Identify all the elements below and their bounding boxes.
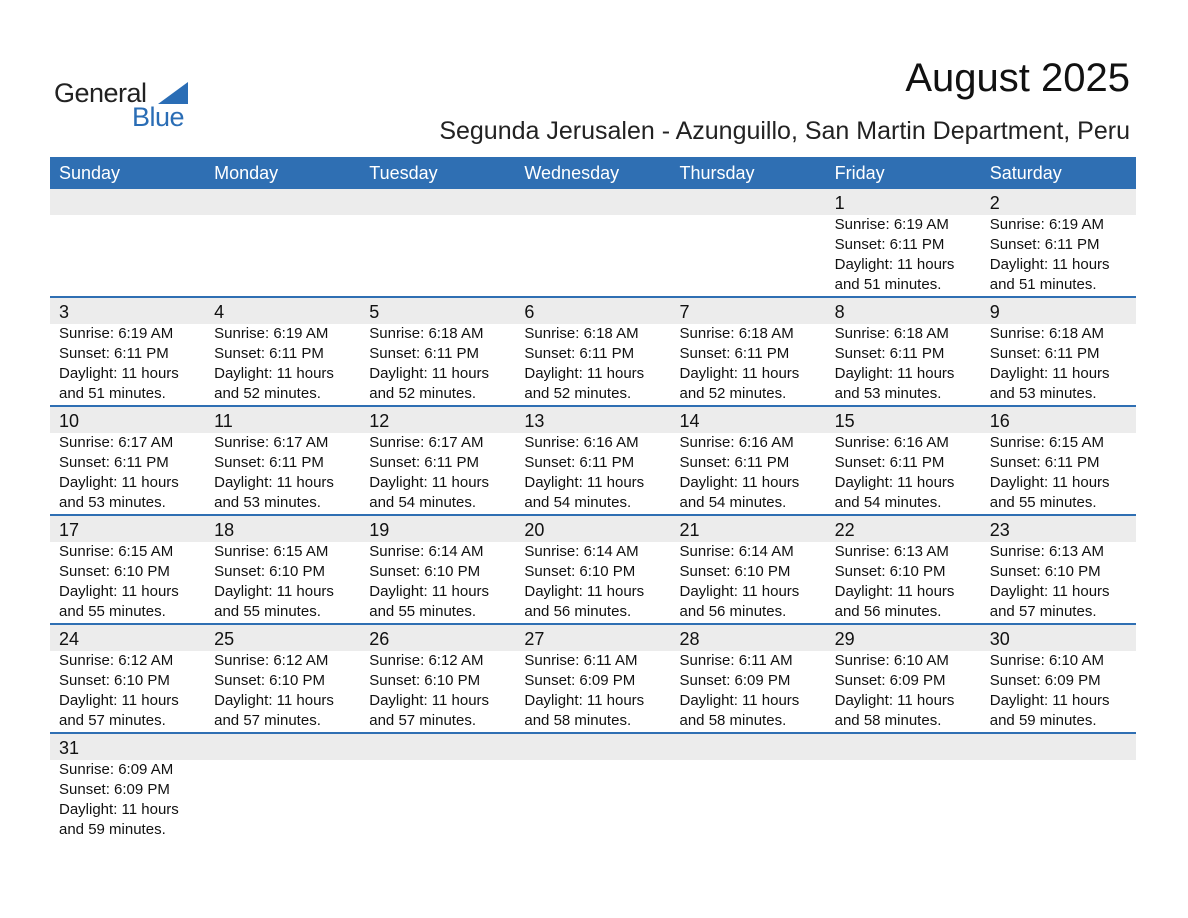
daylight-minutes-text: and 52 minutes.	[214, 385, 321, 402]
daylight-text: Daylight: 11 hours	[214, 692, 334, 709]
sunset-text: Sunset: 6:11 PM	[59, 454, 169, 471]
logo-general-text: General	[54, 78, 147, 108]
day-cell	[50, 298, 205, 404]
daylight-minutes-text: and 58 minutes.	[834, 712, 942, 729]
daylight-text: Daylight: 11 hours	[834, 692, 955, 709]
sunset-text: Sunset: 6:10 PM	[679, 563, 791, 580]
daylight-minutes-text: and 58 minutes.	[679, 712, 787, 729]
day-number: 7	[679, 302, 690, 322]
daylight-text: Daylight: 11 hours	[989, 256, 1110, 273]
day-number: 14	[679, 411, 700, 431]
sunset-text: Sunset: 6:11 PM	[834, 236, 945, 253]
sunrise-text: Sunrise: 6:11 AM	[679, 652, 793, 669]
sunset-text: Sunset: 6:09 PM	[524, 672, 636, 689]
day-number: 26	[369, 629, 390, 649]
daylight-text: Daylight: 11 hours	[59, 474, 179, 491]
sunset-text: Sunset: 6:11 PM	[834, 454, 945, 471]
daylight-text: Daylight: 11 hours	[59, 692, 179, 709]
empty-day-cell	[360, 734, 515, 840]
sunset-text: Sunset: 6:09 PM	[989, 672, 1101, 689]
day-cell	[826, 516, 981, 622]
sunrise-text: Sunrise: 6:15 AM	[989, 434, 1104, 451]
week-cells	[50, 298, 1136, 404]
sunrise-text: Sunrise: 6:11 AM	[524, 652, 638, 669]
daylight-text: Daylight: 11 hours	[834, 583, 955, 600]
daylight-text: Daylight: 11 hours	[524, 583, 645, 600]
day-number: 27	[524, 629, 545, 649]
day-cell	[981, 625, 1136, 731]
day-number: 12	[369, 411, 390, 431]
sunrise-text: Sunrise: 6:16 AM	[834, 434, 949, 451]
weekday-sunday: Sunday	[59, 163, 121, 183]
sunrise-text: Sunrise: 6:15 AM	[59, 543, 174, 560]
daylight-minutes-text: and 59 minutes.	[59, 821, 166, 838]
daylight-minutes-text: and 54 minutes.	[834, 494, 942, 511]
empty-day-cell	[360, 189, 515, 295]
sunrise-text: Sunrise: 6:18 AM	[989, 325, 1104, 342]
calendar-week	[50, 407, 1136, 516]
sunrise-text: Sunrise: 6:15 AM	[214, 543, 329, 560]
day-cell	[981, 516, 1136, 622]
day-cell	[205, 625, 360, 731]
daylight-minutes-text: and 59 minutes.	[989, 712, 1097, 729]
day-number: 9	[989, 302, 1000, 322]
daylight-minutes-text: and 55 minutes.	[989, 494, 1097, 511]
daylight-text: Daylight: 11 hours	[679, 365, 800, 382]
day-cell	[826, 298, 981, 404]
daylight-text: Daylight: 11 hours	[524, 474, 645, 491]
day-number: 25	[214, 629, 235, 649]
sunrise-text: Sunrise: 6:12 AM	[369, 652, 484, 669]
day-cell	[515, 407, 670, 513]
sunset-text: Sunset: 6:11 PM	[989, 454, 1100, 471]
day-cell	[50, 625, 205, 731]
sunset-text: Sunset: 6:11 PM	[524, 345, 635, 362]
day-number: 5	[369, 302, 380, 322]
logo	[54, 76, 204, 132]
sunset-text: Sunset: 6:11 PM	[679, 454, 790, 471]
day-number: 16	[989, 411, 1010, 431]
daylight-text: Daylight: 11 hours	[834, 474, 955, 491]
daylight-minutes-text: and 56 minutes.	[679, 603, 787, 620]
day-number: 24	[59, 629, 80, 649]
calendar-weeks	[50, 189, 1136, 843]
week-cells	[50, 516, 1136, 622]
day-cell	[360, 298, 515, 404]
sunrise-text: Sunrise: 6:18 AM	[369, 325, 484, 342]
weekday-thursday: Thursday	[679, 163, 755, 183]
sunset-text: Sunset: 6:09 PM	[59, 781, 170, 798]
sunrise-text: Sunrise: 6:18 AM	[834, 325, 949, 342]
sunset-text: Sunset: 6:10 PM	[59, 563, 170, 580]
daylight-text: Daylight: 11 hours	[679, 692, 800, 709]
empty-day-cell	[515, 189, 670, 295]
day-number: 11	[214, 411, 233, 431]
daylight-minutes-text: and 53 minutes.	[834, 385, 942, 402]
day-number: 23	[989, 520, 1010, 540]
page-title: August 2025	[905, 56, 1130, 100]
daylight-text: Daylight: 11 hours	[679, 474, 800, 491]
empty-day-cell	[671, 734, 826, 840]
sunrise-text: Sunrise: 6:09 AM	[59, 761, 174, 778]
sunrise-text: Sunrise: 6:16 AM	[679, 434, 794, 451]
daylight-text: Daylight: 11 hours	[369, 692, 490, 709]
day-cell	[50, 734, 205, 840]
sunrise-text: Sunrise: 6:16 AM	[524, 434, 639, 451]
sunset-text: Sunset: 6:11 PM	[524, 454, 635, 471]
empty-day-cell	[671, 189, 826, 295]
sunrise-text: Sunrise: 6:12 AM	[59, 652, 174, 669]
day-cell	[826, 625, 981, 731]
sunset-text: Sunset: 6:11 PM	[834, 345, 945, 362]
daylight-text: Daylight: 11 hours	[214, 583, 334, 600]
sunrise-text: Sunrise: 6:17 AM	[59, 434, 174, 451]
sunset-text: Sunset: 6:11 PM	[369, 454, 480, 471]
daylight-minutes-text: and 52 minutes.	[679, 385, 787, 402]
sunrise-text: Sunrise: 6:19 AM	[989, 216, 1104, 233]
weekday-friday: Friday	[834, 163, 885, 183]
sunrise-text: Sunrise: 6:10 AM	[834, 652, 949, 669]
sunrise-text: Sunrise: 6:19 AM	[59, 325, 174, 342]
sunrise-text: Sunrise: 6:17 AM	[369, 434, 484, 451]
daylight-minutes-text: and 51 minutes.	[59, 385, 166, 402]
day-number: 19	[369, 520, 390, 540]
day-number: 29	[834, 629, 855, 649]
daylight-text: Daylight: 11 hours	[59, 801, 179, 818]
sunrise-text: Sunrise: 6:18 AM	[679, 325, 794, 342]
daylight-minutes-text: and 57 minutes.	[214, 712, 321, 729]
day-number: 10	[59, 411, 80, 431]
day-number: 18	[214, 520, 235, 540]
sunset-text: Sunset: 6:11 PM	[989, 345, 1100, 362]
sunset-text: Sunset: 6:10 PM	[369, 672, 481, 689]
day-cell	[50, 407, 205, 513]
day-number: 28	[679, 629, 700, 649]
daylight-minutes-text: and 56 minutes.	[834, 603, 942, 620]
weekday-wednesday: Wednesday	[524, 163, 620, 183]
weekday-monday: Monday	[214, 163, 279, 183]
week-cells	[50, 625, 1136, 731]
day-cell	[360, 625, 515, 731]
daylight-minutes-text: and 54 minutes.	[369, 494, 476, 511]
sunset-text: Sunset: 6:11 PM	[214, 454, 324, 471]
daylight-text: Daylight: 11 hours	[679, 583, 800, 600]
sunrise-text: Sunrise: 6:13 AM	[989, 543, 1104, 560]
daylight-minutes-text: and 55 minutes.	[59, 603, 166, 620]
week-cells	[50, 734, 1136, 840]
sunrise-text: Sunrise: 6:14 AM	[524, 543, 639, 560]
daylight-minutes-text: and 56 minutes.	[524, 603, 632, 620]
day-cell	[50, 516, 205, 622]
empty-day-cell	[515, 734, 670, 840]
day-cell	[981, 298, 1136, 404]
daylight-text: Daylight: 11 hours	[59, 583, 179, 600]
day-cell	[515, 516, 670, 622]
sunset-text: Sunset: 6:11 PM	[679, 345, 790, 362]
sunset-text: Sunset: 6:09 PM	[834, 672, 946, 689]
sunset-text: Sunset: 6:10 PM	[834, 563, 946, 580]
daylight-text: Daylight: 11 hours	[834, 256, 955, 273]
day-cell	[515, 625, 670, 731]
empty-day-cell	[826, 734, 981, 840]
day-cell	[671, 407, 826, 513]
daylight-minutes-text: and 51 minutes.	[989, 276, 1097, 293]
sunrise-text: Sunrise: 6:13 AM	[834, 543, 949, 560]
sunset-text: Sunset: 6:10 PM	[989, 563, 1101, 580]
day-number: 6	[524, 302, 535, 322]
day-number: 31	[59, 738, 80, 758]
day-number: 3	[59, 302, 70, 322]
sunrise-text: Sunrise: 6:12 AM	[214, 652, 329, 669]
daylight-minutes-text: and 53 minutes.	[59, 494, 166, 511]
daylight-text: Daylight: 11 hours	[524, 692, 645, 709]
daylight-text: Daylight: 11 hours	[834, 365, 955, 382]
sunset-text: Sunset: 6:11 PM	[989, 236, 1100, 253]
daylight-text: Daylight: 11 hours	[59, 365, 179, 382]
calendar-week	[50, 734, 1136, 843]
empty-day-cell	[205, 189, 360, 295]
sunset-text: Sunset: 6:10 PM	[524, 563, 636, 580]
daylight-minutes-text: and 55 minutes.	[214, 603, 321, 620]
day-number: 21	[679, 520, 700, 540]
daylight-minutes-text: and 57 minutes.	[369, 712, 476, 729]
empty-day-cell	[50, 189, 205, 295]
day-cell	[671, 298, 826, 404]
day-cell	[205, 407, 360, 513]
daylight-minutes-text: and 57 minutes.	[989, 603, 1097, 620]
sunset-text: Sunset: 6:11 PM	[214, 345, 324, 362]
daylight-minutes-text: and 54 minutes.	[524, 494, 632, 511]
sunrise-text: Sunrise: 6:18 AM	[524, 325, 639, 342]
day-number: 1	[834, 193, 845, 213]
day-cell	[205, 516, 360, 622]
day-number: 8	[834, 302, 845, 322]
daylight-minutes-text: and 58 minutes.	[524, 712, 632, 729]
daylight-minutes-text: and 52 minutes.	[369, 385, 476, 402]
daylight-minutes-text: and 51 minutes.	[834, 276, 942, 293]
daylight-text: Daylight: 11 hours	[214, 474, 334, 491]
day-cell	[360, 516, 515, 622]
sunset-text: Sunset: 6:10 PM	[214, 672, 326, 689]
day-number: 30	[989, 629, 1010, 649]
daylight-text: Daylight: 11 hours	[524, 365, 645, 382]
weekday-tuesday: Tuesday	[369, 163, 438, 183]
sunrise-text: Sunrise: 6:19 AM	[214, 325, 329, 342]
daylight-text: Daylight: 11 hours	[214, 365, 334, 382]
day-number: 15	[834, 411, 855, 431]
day-number: 2	[989, 193, 1000, 213]
calendar	[50, 157, 1136, 843]
day-cell	[671, 625, 826, 731]
daylight-minutes-text: and 53 minutes.	[214, 494, 321, 511]
daylight-text: Daylight: 11 hours	[369, 474, 490, 491]
daylight-minutes-text: and 55 minutes.	[369, 603, 476, 620]
daylight-text: Daylight: 11 hours	[989, 583, 1110, 600]
sunrise-text: Sunrise: 6:10 AM	[989, 652, 1104, 669]
week-cells	[50, 189, 1136, 295]
page-subtitle: Segunda Jerusalen - Azunguillo, San Martin Department, Peru	[439, 117, 1130, 145]
empty-day-cell	[205, 734, 360, 840]
sunset-text: Sunset: 6:09 PM	[679, 672, 791, 689]
day-cell	[671, 516, 826, 622]
daylight-text: Daylight: 11 hours	[989, 474, 1110, 491]
weekday-saturday: Saturday	[989, 163, 1062, 183]
daylight-minutes-text: and 52 minutes.	[524, 385, 632, 402]
calendar-week	[50, 189, 1136, 298]
sunrise-text: Sunrise: 6:19 AM	[834, 216, 949, 233]
day-number: 22	[834, 520, 855, 540]
sunrise-text: Sunrise: 6:14 AM	[369, 543, 484, 560]
logo-blue-text: Blue	[132, 102, 185, 132]
sunrise-text: Sunrise: 6:17 AM	[214, 434, 329, 451]
calendar-week	[50, 298, 1136, 407]
daylight-minutes-text: and 57 minutes.	[59, 712, 166, 729]
sunset-text: Sunset: 6:11 PM	[59, 345, 169, 362]
day-cell	[360, 407, 515, 513]
week-cells	[50, 407, 1136, 513]
day-number: 13	[524, 411, 545, 431]
daylight-text: Daylight: 11 hours	[369, 583, 490, 600]
day-cell	[826, 189, 981, 295]
daylight-text: Daylight: 11 hours	[989, 365, 1110, 382]
sunset-text: Sunset: 6:11 PM	[369, 345, 480, 362]
calendar-week	[50, 625, 1136, 734]
daylight-text: Daylight: 11 hours	[989, 692, 1110, 709]
sunset-text: Sunset: 6:10 PM	[59, 672, 170, 689]
sunrise-text: Sunrise: 6:14 AM	[679, 543, 794, 560]
day-number: 4	[214, 302, 225, 322]
daylight-minutes-text: and 54 minutes.	[679, 494, 787, 511]
day-cell	[981, 189, 1136, 295]
day-cell	[205, 298, 360, 404]
daylight-text: Daylight: 11 hours	[369, 365, 490, 382]
sunset-text: Sunset: 6:10 PM	[214, 563, 326, 580]
daylight-minutes-text: and 53 minutes.	[989, 385, 1097, 402]
day-cell	[981, 407, 1136, 513]
day-number: 20	[524, 520, 545, 540]
weekday-header	[50, 157, 1136, 189]
empty-day-cell	[981, 734, 1136, 840]
logo-triangle-icon	[158, 82, 188, 104]
calendar-week	[50, 516, 1136, 625]
sunset-text: Sunset: 6:10 PM	[369, 563, 481, 580]
day-number: 17	[59, 520, 80, 540]
day-cell	[515, 298, 670, 404]
day-cell	[826, 407, 981, 513]
